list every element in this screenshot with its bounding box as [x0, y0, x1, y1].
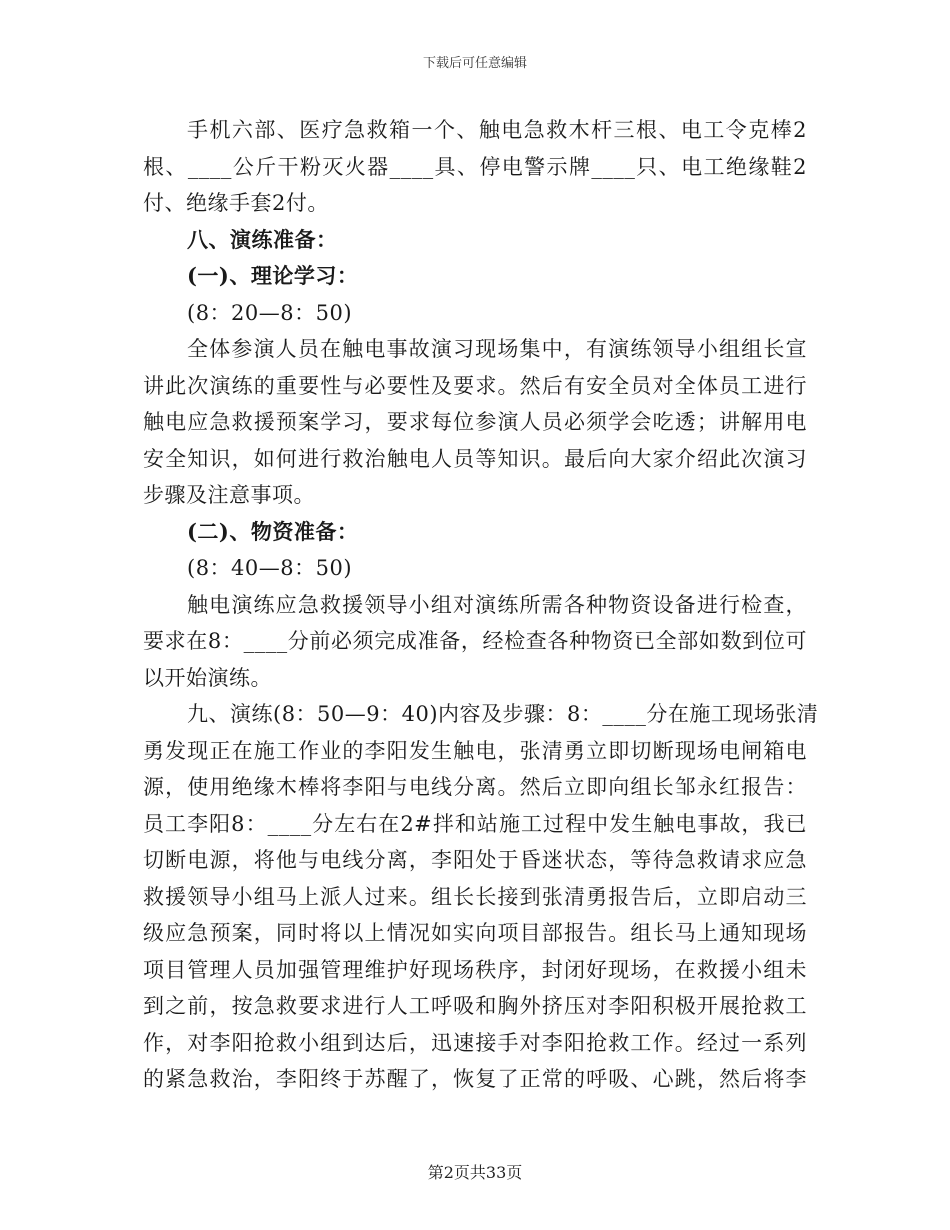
subsection-heading: (二)、物资准备： — [187, 518, 359, 544]
text-line: 要求在8：____分前必须完成准备，经检查各种物资已全部如数到位可 — [143, 629, 807, 653]
text-line: 源，使用绝缘木棒将李阳与电线分离。然后立即向组长邹永红报告： — [143, 775, 807, 799]
document-body — [143, 112, 819, 1098]
section-heading: 八、演练准备： — [187, 226, 338, 252]
subsection-heading: (一)、理论学习： — [187, 263, 359, 288]
text-line: 的紧急救治，李阳终于苏醒了，恢复了正常的呼吸、心跳，然后将李 — [143, 1067, 807, 1091]
text-line: 级应急预案，同时将以上情况如实向项目部报告。组长马上通知现场 — [143, 921, 807, 945]
text-line: 员工李阳8：____分左右在2#拌和站施工过程中发生触电事故，我已 — [143, 811, 807, 836]
text-line: 手机六部、医疗急救箱一个、触电急救木杆三根、电工令克棒2 — [187, 118, 807, 142]
text-line: 触电演练应急救援领导小组对演练所需各种物资设备进行检查， — [187, 592, 807, 617]
time-range: (8：20—8：50) — [187, 300, 353, 325]
text-line: 付、绝缘手套2付。 — [143, 191, 329, 215]
text-line: 讲此次演练的重要性与必要性及要求。然后有安全员对全体员工进行 — [143, 373, 807, 398]
text-line: 到之前，按急救要求进行人工呼吸和胸外挤压对李阳积极开展抢救工 — [143, 994, 807, 1018]
text-line: 项目管理人员加强管理维护好现场秩序，封闭好现场，在救援小组未 — [143, 957, 807, 982]
text-line: 九、演练(8：50—9：40)内容及步骤：8：____分在施工现场张清 — [187, 702, 819, 726]
text-line: 作，对李阳抢救小组到达后，迅速接手对李阳抢救工作。经过一系列 — [143, 1030, 807, 1055]
text-line: 全体参演人员在触电事故演习现场集中，有演练领导小组组长宣 — [187, 337, 807, 361]
text-line: 安全知识，如何进行救治触电人员等知识。最后向大家介绍此次演习 — [143, 446, 807, 471]
text-line: 根、____公斤干粉灭火器____具、停电警示牌____只、电工绝缘鞋2 — [143, 154, 807, 179]
text-line: 勇发现正在施工作业的李阳发生触电，张清勇立即切断现场电闸箱电 — [143, 738, 807, 763]
page-number: 第2页共33页 — [427, 1163, 523, 1182]
page-header: 下载后可任意编辑 — [422, 56, 527, 71]
text-line: 切断电源，将他与电线分离，李阳处于昏迷状态，等待急救请求应急 — [143, 848, 807, 872]
text-line: 以开始演练。 — [143, 665, 272, 690]
time-range: (8：40—8：50) — [187, 556, 353, 580]
text-line: 触电应急救援预案学习，要求每位参演人员必须学会吃透；讲解用电 — [143, 410, 807, 434]
text-line: 救援领导小组马上派人过来。组长长接到张清勇报告后，立即启动三 — [143, 884, 807, 909]
text-line: 步骤及注意事项。 — [143, 483, 315, 507]
